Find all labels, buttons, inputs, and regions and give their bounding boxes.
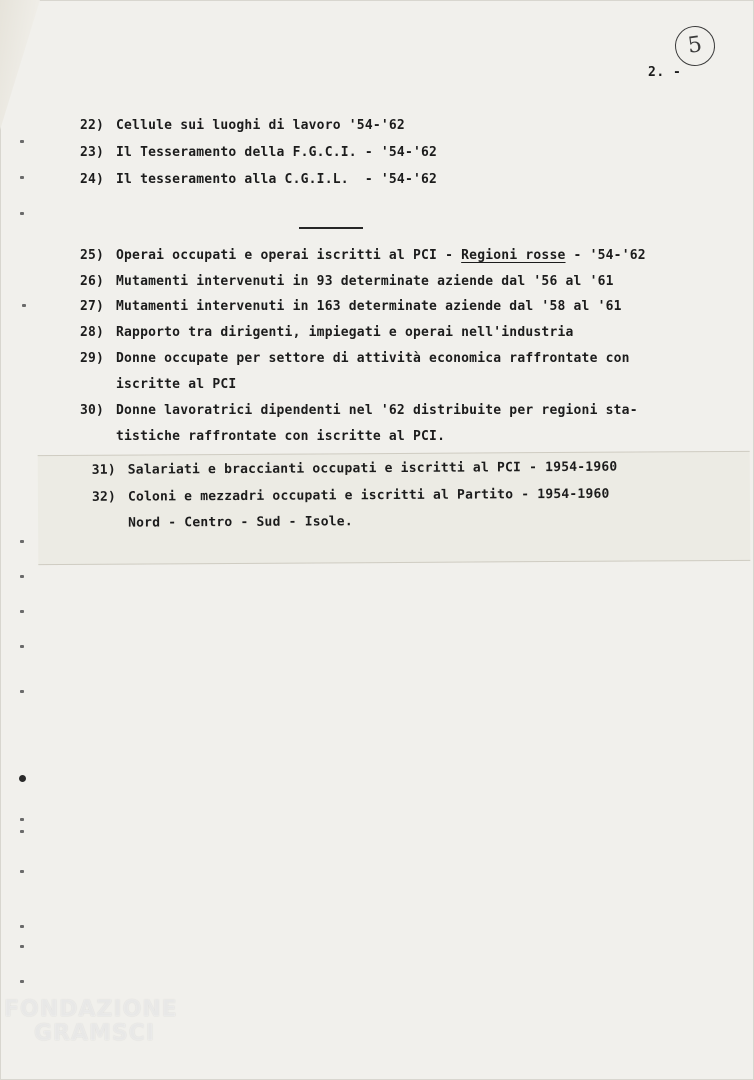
margin-mark	[22, 304, 26, 307]
margin-mark	[20, 818, 24, 821]
margin-mark	[20, 212, 24, 215]
item-text: Mutamenti intervenuti in 93 determinate aziende dal '56 al '61	[116, 274, 614, 289]
item-text: Rapporto tra dirigenti, impiegati e operai nell'industria	[116, 325, 574, 340]
item-text: Donne lavoratrici dipendenti nel '62 distribuite per regioni sta-	[116, 403, 638, 418]
list-item-continuation: Nord - Centro - Sud - Isole.	[128, 514, 353, 531]
margin-mark	[20, 690, 24, 693]
item-text-suffix: - '54-'62	[565, 248, 646, 263]
watermark-line-2: GRAMSCI	[34, 1021, 156, 1046]
list-item	[92, 460, 618, 478]
margin-mark	[20, 645, 24, 648]
binding-hole	[19, 775, 26, 782]
list-item	[92, 487, 610, 505]
list-item-continuation: tistiche raffrontate con iscritte al PCI.	[116, 429, 446, 444]
item-text: Salariati e braccianti occupati e iscritti al PCI - 1954-1960	[127, 459, 618, 478]
margin-mark	[20, 945, 24, 948]
item-text: Donne occupate per settore di attività economica raffrontate con	[116, 351, 630, 366]
list-item	[80, 274, 614, 289]
margin-mark	[20, 540, 24, 543]
item-text: Operai occupati e operai iscritti al PCI -	[116, 248, 462, 263]
margin-mark	[20, 870, 24, 873]
list-item	[80, 248, 646, 263]
margin-mark	[20, 140, 24, 143]
list-item	[80, 145, 437, 160]
item-number: 32)	[91, 489, 117, 505]
list-item-continuation: iscritte al PCI	[116, 377, 237, 392]
section-divider	[299, 227, 363, 229]
item-text: Coloni e mezzadri occupati e iscritti al Partito - 1954-1960	[127, 486, 610, 505]
list-item	[80, 172, 437, 187]
list-item	[80, 351, 630, 366]
watermark-line-1: FONDAZIONE	[4, 997, 178, 1022]
item-text: Cellule sui luoghi di lavoro '54-'62	[116, 118, 405, 133]
margin-mark	[20, 575, 24, 578]
list-item	[80, 325, 574, 340]
item-number: 22)	[80, 118, 105, 133]
item-text: Il tesseramento alla C.G.I.L. - '54-'62	[116, 172, 438, 187]
item-number: 30)	[80, 403, 105, 418]
margin-mark	[20, 925, 24, 928]
folded-corner	[0, 0, 40, 130]
page-number: 2. -	[648, 65, 682, 80]
margin-mark	[20, 176, 24, 179]
margin-mark	[20, 980, 24, 983]
pasted-paper-strip	[38, 451, 751, 565]
item-number: 26)	[80, 274, 105, 289]
item-text: Mutamenti intervenuti in 163 determinate aziende dal '58 al '61	[116, 299, 622, 314]
margin-mark	[20, 830, 24, 833]
item-number: 24)	[80, 172, 105, 187]
item-text-underlined: Regioni rosse	[461, 248, 566, 263]
item-number: 31)	[91, 462, 116, 478]
item-text: Il Tesseramento della F.G.C.I. - '54-'62	[116, 145, 438, 160]
item-number: 29)	[80, 351, 105, 366]
margin-mark	[20, 610, 24, 613]
list-item	[80, 299, 622, 314]
item-number: 23)	[80, 145, 105, 160]
list-item	[80, 118, 405, 133]
list-item	[80, 403, 638, 418]
archive-watermark	[4, 998, 178, 1046]
circled-page-number: 5	[672, 23, 717, 68]
item-number: 28)	[80, 325, 105, 340]
item-number: 27)	[80, 299, 105, 314]
item-number: 25)	[80, 248, 105, 263]
